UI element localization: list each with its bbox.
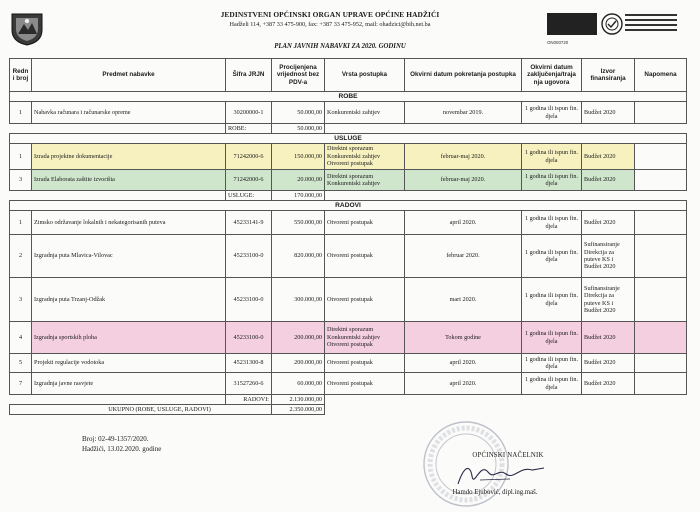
cell-code: 45233100-0 — [226, 278, 272, 322]
cell-procedure: Direktni sporazum Konkurentski zahtjev Otvoreni postupak — [325, 322, 405, 354]
cell-note — [635, 322, 687, 354]
cell-item: Projekti regulacije vodotoka — [32, 354, 226, 373]
cell-note — [635, 211, 687, 235]
col-header-value: Procijenjena vrijednost bez PDV-a — [272, 59, 325, 92]
subtotal-value: 2.130.000,00 — [272, 395, 325, 405]
cell-code: 71242000-6 — [226, 144, 272, 170]
document-place-date: Hadžići, 13.02.2020. godine — [82, 445, 162, 453]
col-header-code: Šifra JRJN — [226, 59, 272, 92]
cell-start: novembar 2019. — [405, 102, 522, 124]
cell-value: 50.000,00 — [272, 102, 325, 124]
organization-address: Hadželi 114, +387 33 475-900, fax: +387 33 475-952, mail: ohadzici@bih.net.ba — [229, 21, 431, 28]
certification-logo — [547, 13, 677, 39]
cell-source: Budžet 2020 — [582, 322, 635, 354]
cell-no: 1 — [10, 144, 32, 170]
cell-procedure: Otvoreni postupak — [325, 211, 405, 235]
cell-note — [635, 354, 687, 373]
cell-value: 300.000,00 — [272, 278, 325, 322]
cell-end: 1 godina ili ispun fin. djela — [522, 144, 582, 170]
cell-note — [635, 170, 687, 191]
cell-start: mart 2020. — [405, 278, 522, 322]
cell-no: 2 — [10, 235, 32, 278]
cell-no: 7 — [10, 373, 32, 395]
col-header-item: Predmet nabavke — [32, 59, 226, 92]
cell-procedure: Direktni sporazum Konkurentski zahtjev — [325, 170, 405, 191]
signatory-name: Hamdo Ejubović, dipl.ing.maš. — [452, 489, 538, 496]
cell-procedure: Otvoreni postupak — [325, 373, 405, 395]
cell-no: 4 — [10, 322, 32, 354]
cell-note — [635, 278, 687, 322]
cell-item: Izgradnja sportskih ploha — [32, 322, 226, 354]
cell-code: 45233100-0 — [226, 235, 272, 278]
table-row — [10, 278, 687, 322]
document-reference — [82, 434, 161, 454]
cell-source: Budžet 2020 — [582, 144, 635, 170]
cell-value: 200.000,00 — [272, 354, 325, 373]
table-row — [10, 170, 687, 191]
cell-procedure: Direktni sporazum Konkurentski zahtjev Otvoreni postupak — [325, 144, 405, 170]
cell-code: 45231300-8 — [226, 354, 272, 373]
table-header-row — [10, 59, 687, 92]
cell-code: 45233100-0 — [226, 322, 272, 354]
document-number: Broj: 02-49-1357/2020. — [82, 435, 149, 443]
iso-certificate-icon — [547, 13, 597, 35]
cell-procedure: Otvoreni postupak — [325, 278, 405, 322]
cell-start: februar 2020. — [405, 235, 522, 278]
municipality-coat-of-arms-icon — [10, 10, 44, 46]
table-row — [10, 211, 687, 235]
certification-decoration — [625, 14, 677, 34]
cell-note — [635, 102, 687, 124]
table-row — [10, 354, 687, 373]
cell-source: Budžet 2020 — [582, 373, 635, 395]
cell-item: Izgradnja javne rasvjete — [32, 373, 226, 395]
cell-item: Izrada Elaborata zaštite izvorišta — [32, 170, 226, 191]
cell-end: 1 godina ili ispun fin. djela — [522, 322, 582, 354]
section-radovi: RADOVI — [10, 201, 687, 211]
cell-code: 30200000-1 — [226, 102, 272, 124]
table-row — [10, 144, 687, 170]
cell-item: Nabavka računara i računarske opreme — [32, 102, 226, 124]
total-label: UKUPNO (ROBE, USLUGE, RADOVI) — [10, 405, 272, 415]
cell-end: 1 godina ili ispun fin. djela — [522, 211, 582, 235]
table-row — [10, 102, 687, 124]
procurement-plan-table — [9, 58, 687, 415]
cell-item: Izgradnja puta Mlavica-Vilovac — [32, 235, 226, 278]
cell-value: 820.000,00 — [272, 235, 325, 278]
subtotal-row-usluge — [10, 191, 687, 201]
col-header-no: Redn i broj — [10, 59, 32, 92]
table-row — [10, 322, 687, 354]
organization-name: JEDINSTVENI OPĆINSKI ORGAN UPRAVE OPĆINE HADŽIĆI — [220, 10, 440, 19]
handwritten-signature-icon — [440, 458, 560, 492]
cell-end: 1 godina ili ispun fin. djela — [522, 170, 582, 191]
subtotal-row-radovi — [10, 395, 687, 405]
cell-source: Sufinansiranje Direkcija za puteve KS i Budžet 2020 — [582, 235, 635, 278]
cell-procedure: Konkurentski zahtjev — [325, 102, 405, 124]
table-row — [10, 373, 687, 395]
section-robe: ROBE — [10, 92, 687, 102]
col-header-note: Napomena — [635, 59, 687, 92]
cell-start: februar-maj 2020. — [405, 144, 522, 170]
col-header-end: Okvirni datum zaključenja/traja nja ugovora — [522, 59, 582, 92]
cell-source: Budžet 2020 — [582, 102, 635, 124]
cell-no: 5 — [10, 354, 32, 373]
cell-end: 1 godina ili ispun fin. djela — [522, 102, 582, 124]
subtotal-value: 170.000,00 — [272, 191, 325, 201]
document-header — [120, 10, 540, 28]
cell-no: 3 — [10, 170, 32, 191]
cell-note — [635, 373, 687, 395]
subtotal-label: RADOVI: — [226, 395, 272, 405]
certificate-code: ON000720 — [547, 40, 569, 45]
cell-source: Budžet 2020 — [582, 211, 635, 235]
cell-end: 1 godina ili ispun fin. djela — [522, 373, 582, 395]
cell-note — [635, 235, 687, 278]
cell-no: 1 — [10, 211, 32, 235]
cell-source: Sufinansiranje Direkcija za puteve KS i Budžet 2020 — [582, 278, 635, 322]
cell-value: 550.000,00 — [272, 211, 325, 235]
cell-start: februar-maj 2020. — [405, 170, 522, 191]
section-usluge: USLUGE — [10, 134, 687, 144]
subtotal-row-robe — [10, 124, 687, 134]
cell-no: 3 — [10, 278, 32, 322]
cell-start: april 2020. — [405, 211, 522, 235]
signatory-role: OPĆINSKI NAČELNIK — [472, 452, 544, 459]
cell-value: 20.000,00 — [272, 170, 325, 191]
cell-value: 60.000,00 — [272, 373, 325, 395]
subtotal-label: USLUGE: — [226, 191, 272, 201]
cell-no: 1 — [10, 102, 32, 124]
cell-item: Zimsko održavanje lokalnih i nekategorisanih puteva — [32, 211, 226, 235]
col-header-start: Okvirni datum pokretanja postupka — [405, 59, 522, 92]
cell-end: 1 godina ili ispun fin. djela — [522, 278, 582, 322]
total-value: 2.350.000,00 — [272, 405, 325, 415]
cell-note — [635, 144, 687, 170]
subtotal-value: 50.000,00 — [272, 124, 325, 134]
cell-code: 71242000-6 — [226, 170, 272, 191]
cell-source: Budžet 2020 — [582, 170, 635, 191]
page-title: PLAN JAVNIH NABAVKI ZA 2020. GODINU — [274, 43, 406, 50]
cell-value: 150.000,00 — [272, 144, 325, 170]
cell-end: 1 godina ili ispun fin. djela — [522, 354, 582, 373]
cell-item: Izgradnja puta Trzanj-Odžak — [32, 278, 226, 322]
cell-start: april 2020. — [405, 373, 522, 395]
cell-end: 1 godina ili ispun fin. djela — [522, 235, 582, 278]
col-header-procedure: Vrsta postupka — [325, 59, 405, 92]
cell-procedure: Otvoreni postupak — [325, 235, 405, 278]
bureau-veritas-seal-icon — [601, 13, 623, 35]
cell-procedure: Otvoreni postupak — [325, 354, 405, 373]
cell-item: Izrada projektne dokumentacije — [32, 144, 226, 170]
table-row — [10, 235, 687, 278]
col-header-source: Izvor finansiranja — [582, 59, 635, 92]
cell-code: 31527260-6 — [226, 373, 272, 395]
cell-value: 200.000,00 — [272, 322, 325, 354]
subtotal-label: ROBE: — [226, 124, 272, 134]
cell-start: april 2020. — [405, 354, 522, 373]
total-row — [10, 405, 687, 415]
cell-start: Tokom godine — [405, 322, 522, 354]
cell-code: 45233141-9 — [226, 211, 272, 235]
cell-source: Budžet 2020 — [582, 354, 635, 373]
